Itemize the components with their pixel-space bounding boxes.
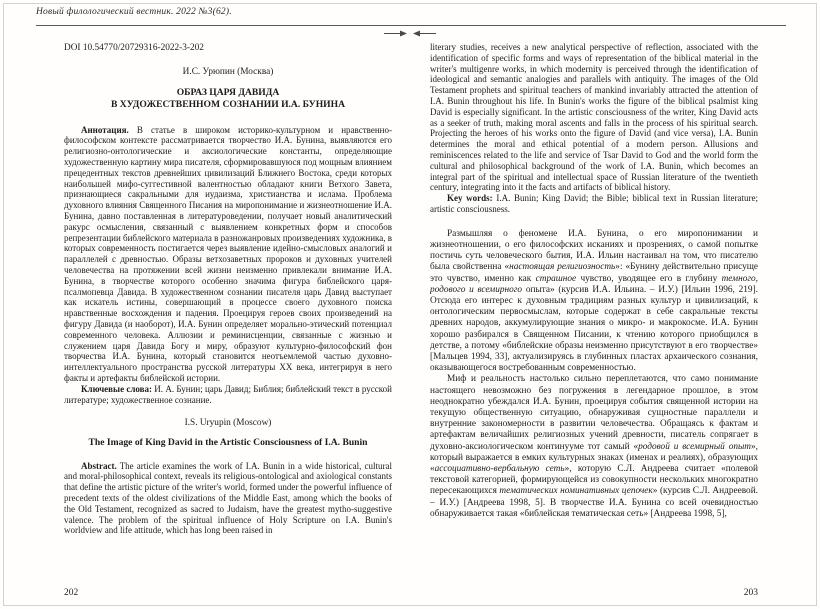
running-header: Новый филологический вестник. 2022 №3(62).: [36, 7, 232, 17]
keywords-en-label: Key words:: [447, 193, 493, 204]
abstract-en-continuation: literary studies, receives a new analytical perspective of reflection, associated with the identification of specific forms and ways of representation of the biblical material in the writer's multigenre works, in which modernity is perceived through the identification of ideological and semantic analogies and parallels with antiquity. The images of the Old Testament prophets and spiritual teachers of mankind invariably attracted the attention of I.A. Bunin throughout his life. In Bunin's works the figure of the biblical psalmist king David is especially significant. In the artistic consciousness of the writer, King David acts as a seeker of truth, making moral ascents and falls in the process of his spiritual search. Projecting the heroes of his works onto the figure of David (and vice versa), I.A. Bunin determines the moral and ethical potential of a modern person. Allusions and reminiscences related to the life and service of Tsar David to God and the world form the cultural and philosophical background of the work of I.A. Bunin, which becomes an integral part of the spiritual and intellectual space of Russian literature of the twentieth century, integrating into it the facts and artifacts of biblical history.: [430, 42, 758, 193]
body-paragraph-1: Размышляя о феномене И.А. Бунина, о его миропонимании и жизнеотношении, о его философских исканиях и прозрениях, о самой попытке постичь суть человеческого бытия, И.А. Ильин настаивал на том, что писателю была свойственна «настоящая религиозность»: «Бунину действительно присуще это чувство, именно как страшное чувство, уводящее его в глубину темного, родового и всемирного опыта» (курсив И.А. Ильина. – И.У.) [Ильин 1996, 219]. Отсюда его интерес к духовным традициям разных культур и цивилизаций, к онтологическим первосмыслам, которые содержат в себе сакральные тексты древних народов, аккумулирующие знания о микро- и макрокосме. И.А. Бунин хорошо разбирался в Священном Писании, к чтению которого приобщился в детстве, а потому «библейские образы неизменно присутствуют в его творчестве» [Мальцев 1994, 33], актуализируясь в глубинных пластах архаического сознания, оказывающегося востребованным современностью.: [430, 228, 758, 374]
title-ru-line2: В ХУДОЖЕСТВЕННОМ СОЗНАНИИ И.А. БУНИНА: [110, 99, 346, 111]
keywords-en-text: I.A. Bunin; King David; the Bible; biblical text in Russian literature; artistic consciousness.: [430, 193, 758, 214]
title-ru-line1: ОБРАЗ ЦАРЯ ДАВИДА: [176, 86, 280, 98]
abstract-ru-text: В статье в широком историко-культурном и нравственно-философском контексте рассматривается творчество И.А. Бунина, выявляются его религиозно-онтологические и аксиологические константы, определяющие художественную картину мира писателя, сформировавшуюся под мощным влиянием прецедентных текстов древнейших цивилизаций Ближнего Востока, среди которых наибольшей мифо-суггестивной валентностью обладают книги Ветхого Завета, признающиеся сакральными для иудаизма, христианства и ислама. Проблема духовного влияния Священного Писания на миропонимание и жизнеотношение И.А. Бунина, давно поставленная в литературоведении, получает новый аналитический ракурс осмысления, связанный с выявлением конкретных форм и способов репрезентации библейского материала в разножанровых произведениях художника, в которых современность постигается через выявление идейно-смысловых аналогий и параллелей с древностью. Образы ветхозаветных пророков и духовных учителей человечества на протяжении всей жизни неизменно привлекали внимание И.А. Бунина, в творчестве которого особенно значима фигура библейского царя-псалмопевца Давида. В художественном сознании писателя царь Давид выступает как искатель истины, совершающий в процессе своего духовного поиска нравственные восхождения и падения. Проецируя героев своих произведений на фигуру Давида (и наоборот), И.А. Бунин определяет морально-этический потенциал современного человека. Аллюзии и реминисценции, связанные с жизнью и служением царя Давида Богу и миру, образуют культурно-философский фон творчества И.А. Бунина, который становится неотъемлемой частью духовно-интеллектуального пространства русской литературы XX века, интегрируя в него факты и артефакты библейской истории.: [64, 124, 392, 383]
article-title-ru: [64, 87, 392, 112]
keywords-en: [430, 193, 758, 215]
abstract-en-label: Abstract.: [81, 460, 117, 471]
abstract-en: [64, 461, 392, 537]
doi-line: DOI 10.54770/20729316-2022-3-202: [64, 43, 204, 53]
body-paragraph-2: Миф и реальность настолько сильно переплетаются, что само понимание настоящего невозможно без погружения в легендарное прошлое, в этом неоднократно убеждался И.А. Бунин, проецируя события священной истории на текущую общественную ситуацию, обнаруживая сущностные параллели и внутренние закономерности в развитии человечества. Обращаясь к фактам и артефактам величайших религиозных учений древности, писатель сопрягает в духовно-аксиологическом континууме тот самый «родовой и всемирный опыт», который выражается в емких культурных знаках (именах и реалиях), образующих «ассоциативно-вербальную сеть», которую С.Л. Андреева считает «полевой текстовой категорией, формирующейся из совокупности нескольких многократно пересекающихся тематических номинативных цепочек» (курсив С.Л. Андреевой. – И.У.) [Андреева 1998, 5]. В творчестве И.А. Бунина со всей очевидностью обнаруживается такая «библейская тематическая сеть» [Андреева 1998, 5],: [430, 374, 758, 519]
header-rule: [36, 25, 786, 26]
keywords-ru-text: И. А. Бунин; царь Давид; Библия; библейский текст в русской литературе; художественное сознание.: [64, 383, 392, 405]
keywords-ru: [64, 384, 392, 406]
article-title-en: The Image of King David in the Artistic Consciousness of I.A. Bunin: [88, 437, 368, 449]
abstract-ru: [64, 125, 392, 384]
opposing-arrows-divider-icon: [383, 29, 437, 38]
abstract-en-text: The article examines the work of I.A. Bunin in a wide historical, cultural and moral-philosophical context, reveals its religious-ontological and axiological constants that define the artistic picture of the writer's world, formed under the powerful influence of precedent texts of the oldest civilizations of the Middle East, among which the books of the Old Testament, recognized as sacred to Judaism, have the greatest mytho-suggestive valence. The problem of the spiritual influence of Holy Scripture on I.A. Bunin's worldview and life attitude, which has long been raised in: [64, 460, 392, 536]
author-en: I.S. Uryupin (Moscow): [184, 418, 272, 429]
right-page: [430, 42, 758, 598]
keywords-ru-label: Ключевые слова:: [81, 383, 153, 394]
author-ru: И.С. Урюпин (Москва): [182, 66, 274, 77]
abstract-ru-label: Аннотация.: [81, 124, 129, 135]
left-page: [64, 42, 392, 598]
page-number-right: 203: [743, 588, 758, 598]
page-number-left: 202: [64, 588, 79, 598]
